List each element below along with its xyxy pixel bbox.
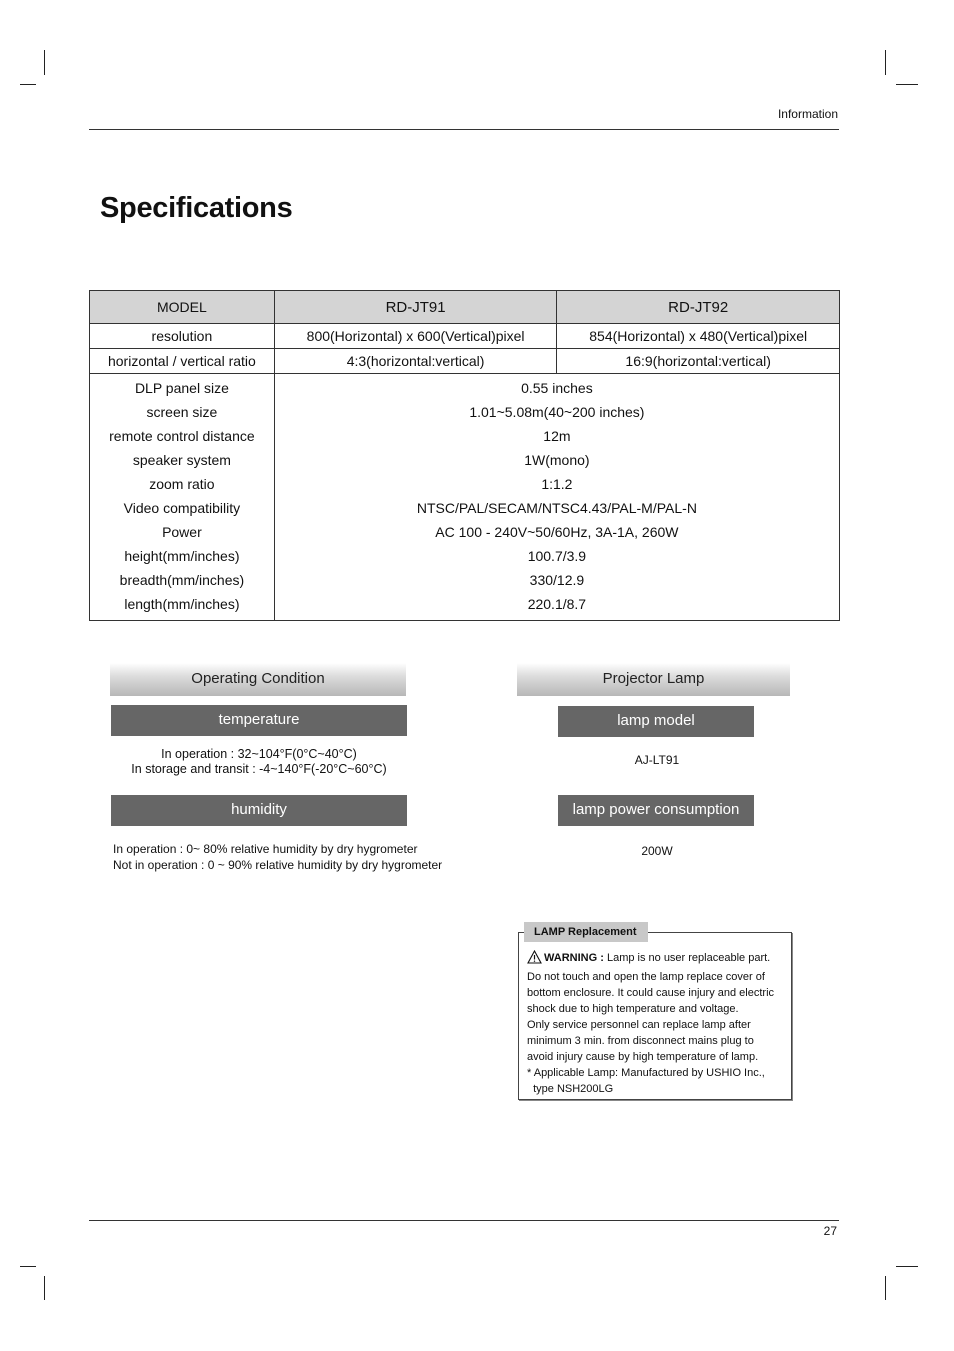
- spec-table: [89, 290, 840, 621]
- row-label: screen size: [146, 404, 218, 420]
- projector-lamp-heading: Projector Lamp: [517, 663, 790, 696]
- lamp-power-bar: lamp power consumption: [558, 795, 754, 826]
- crop-mark: [20, 84, 36, 85]
- lamp-model-bar: lamp model: [558, 706, 754, 737]
- shared-values-cell: [274, 374, 839, 621]
- cell-value: 220.1/8.7: [527, 596, 587, 612]
- cell-value: 800(Horizontal) x 600(Vertical)pixel: [274, 324, 557, 349]
- crop-mark: [885, 1276, 886, 1300]
- replacement-line: shock due to high temperature and voltage.: [527, 1003, 739, 1015]
- humidity-text: [113, 841, 453, 873]
- humidity-line: Not in operation : 0 ~ 90% relative humidity by dry hygrometer: [113, 858, 443, 872]
- cell-value: 16:9(horizontal:vertical): [557, 349, 840, 374]
- shared-labels-cell: [90, 374, 275, 621]
- warning-label: WARNING :: [544, 952, 604, 964]
- table-row: [90, 349, 840, 374]
- row-label: Power: [162, 524, 202, 540]
- row-label: horizontal / vertical ratio: [90, 349, 275, 374]
- temperature-line: In operation : 32~104°F(0°C~40°C): [161, 747, 357, 761]
- row-label: Video compatibility: [123, 500, 241, 516]
- lamp-model-value: AJ-LT91: [634, 753, 680, 767]
- page-title: Specifications: [100, 192, 293, 224]
- humidity-line: In operation : 0~ 80% relative humidity by dry hygrometer: [113, 842, 418, 856]
- replacement-line: avoid injury cause by high temperature of lamp.: [527, 1051, 759, 1063]
- table-row-shared: [90, 374, 840, 621]
- lamp-replacement-text: [527, 950, 787, 1097]
- crop-mark: [20, 1266, 36, 1267]
- cell-value: 1:1.2: [541, 476, 573, 492]
- crop-mark: [44, 50, 45, 75]
- replacement-line: Only service personnel can replace lamp after: [527, 1019, 751, 1031]
- row-label: height(mm/inches): [124, 548, 240, 564]
- replacement-line: * Applicable Lamp: Manufactured by USHIO Inc.,: [527, 1067, 765, 1079]
- operating-condition-heading: Operating Condition: [110, 663, 406, 696]
- crop-mark: [896, 84, 918, 85]
- footer-rule: [89, 1220, 839, 1221]
- row-label: length(mm/inches): [124, 596, 240, 612]
- lamp-power-value: 200W: [641, 844, 673, 858]
- model-rd-jt92-header: RD-JT92: [557, 291, 840, 324]
- cell-value: 0.55 inches: [521, 380, 593, 396]
- temperature-text: [110, 747, 408, 777]
- cell-value: 854(Horizontal) x 480(Vertical)pixel: [557, 324, 840, 349]
- cell-value: AC 100 - 240V~50/60Hz, 3A-1A, 260W: [435, 524, 679, 540]
- replacement-line: minimum 3 min. from disconnect mains plug to: [527, 1035, 754, 1047]
- temperature-bar: temperature: [111, 705, 407, 736]
- row-label: breadth(mm/inches): [119, 572, 245, 588]
- model-header: MODEL: [90, 291, 275, 324]
- crop-mark: [896, 1266, 918, 1267]
- warning-text: Lamp is no user replaceable part.: [606, 952, 771, 964]
- replacement-line: Do not touch and open the lamp replace cover of: [527, 971, 765, 983]
- section-label: Information: [777, 107, 838, 121]
- cell-value: 12m: [543, 428, 571, 444]
- row-label: DLP panel size: [134, 380, 229, 396]
- lamp-replacement-tab: LAMP Replacement: [524, 922, 648, 942]
- row-label: remote control distance: [109, 428, 255, 444]
- warning-icon: [527, 950, 542, 969]
- row-label: zoom ratio: [149, 476, 215, 492]
- cell-value: 1.01~5.08m(40~200 inches): [469, 404, 645, 420]
- humidity-bar: humidity: [111, 795, 407, 826]
- warning-line: [527, 950, 787, 969]
- table-header-row: [90, 291, 840, 324]
- row-label: resolution: [90, 324, 275, 349]
- replacement-line: bottom enclosure. It could cause injury and electric: [527, 987, 775, 999]
- temperature-line: In storage and transit : -4~140°F(-20°C~60°C): [131, 762, 387, 776]
- header-rule: [89, 129, 839, 130]
- cell-value: NTSC/PAL/SECAM/NTSC4.43/PAL-M/PAL-N: [416, 500, 697, 516]
- table-row: [90, 324, 840, 349]
- crop-mark: [885, 50, 886, 75]
- replacement-line: type NSH200LG: [527, 1083, 614, 1095]
- model-rd-jt91-header: RD-JT91: [274, 291, 557, 324]
- cell-value: 4:3(horizontal:vertical): [274, 349, 557, 374]
- page-number: 27: [823, 1224, 837, 1238]
- cell-value: 330/12.9: [529, 572, 585, 588]
- cell-value: 100.7/3.9: [527, 548, 587, 564]
- row-label: speaker system: [132, 452, 231, 468]
- crop-mark: [44, 1276, 45, 1300]
- cell-value: 1W(mono): [524, 452, 590, 468]
